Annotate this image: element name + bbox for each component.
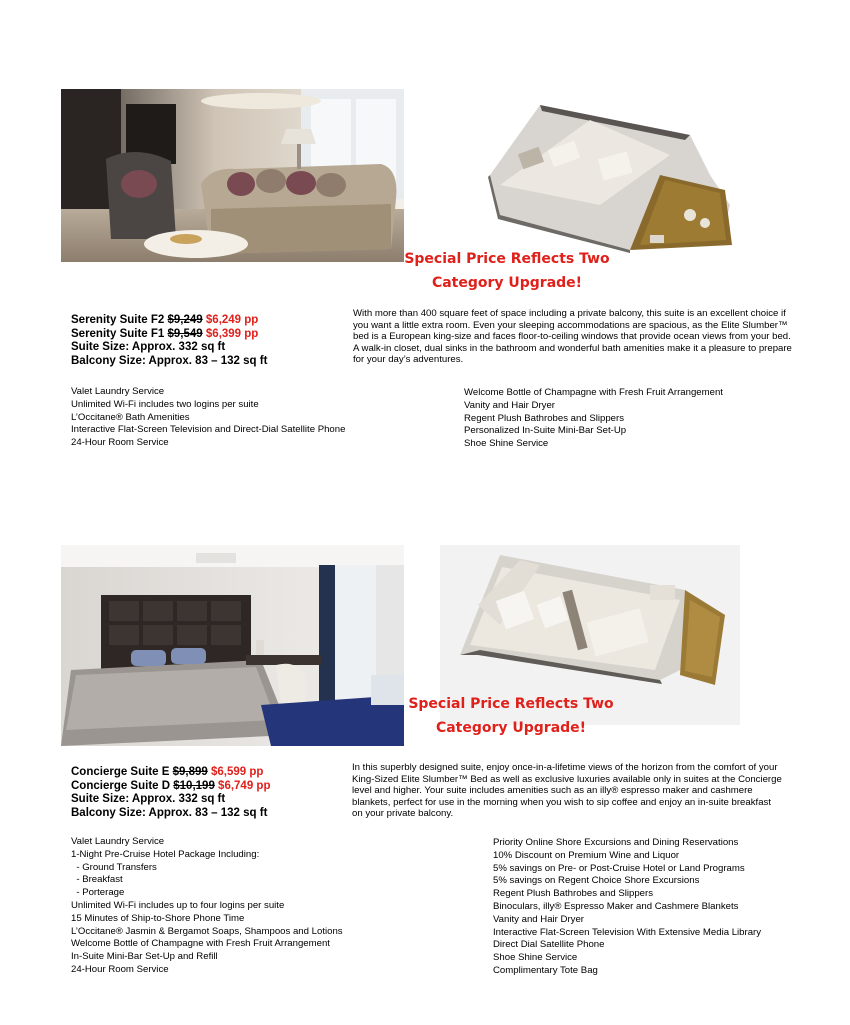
list-item: Welcome Bottle of Champagne with Fresh Fruit Arrangement [71,938,330,950]
list-item: - Breakfast [71,874,123,886]
promo-line-1: Special Price Reflects Two [404,251,610,267]
list-item: Interactive Flat-Screen Television and Direct-Dial Satellite Phone [71,424,346,436]
list-item: 24-Hour Room Service [71,437,169,449]
list-item: Valet Laundry Service [71,386,165,397]
original-price: $9,549 [167,327,203,340]
suite-size: Suite Size: Approx. 332 sq ft [71,793,226,805]
list-item: Welcome Bottle of Champagne with Fresh Fruit Arrangement [464,387,723,398]
list-item: 24-Hour Room Service [71,963,169,975]
list-item: 15 Minutes of Ship-to-Shore Phone Time [71,912,245,924]
list-item: 10% Discount on Premium Wine and Liquor [493,849,680,861]
suite-price-line [71,766,270,780]
list-item: Priority Online Shore Excursions and Dining Reservations [493,837,739,848]
list-item: L’Occitane® Jasmin & Bergamot Soaps, Shampoos and Lotions [71,925,343,937]
list-item: 1-Night Pre-Cruise Hotel Package Including: [71,848,260,860]
suite-price-line [71,314,267,328]
list-item: In-Suite Mini-Bar Set-Up and Refill [71,951,218,963]
list-item: Binoculars, illy® Espresso Maker and Cashmere Blankets [493,900,739,912]
serenity-suite-floor-plan [480,95,742,257]
list-item: 5% savings on Pre- or Post-Cruise Hotel or Land Programs [493,862,745,874]
original-price: $9,899 [172,766,208,778]
list-item: Unlimited Wi-Fi includes two logins per suite [71,398,259,410]
suite-name: Concierge Suite D [71,779,171,792]
list-item: Complimentary Tote Bag [493,964,598,976]
list-item: Regent Plush Bathrobes and Slippers [493,888,653,900]
list-item: Vanity and Hair Dryer [464,399,555,411]
list-item: 5% savings on Regent Choice Shore Excursions [493,875,700,887]
sale-price: $6,599 pp [211,766,264,778]
list-item: Unlimited Wi-Fi includes up to four logins per suite [71,899,285,911]
list-item: Valet Laundry Service [71,836,165,847]
special-price-promo [402,247,612,295]
list-item: - Ground Transfers [71,861,157,873]
serenity-suite-living-room-photo [61,89,404,262]
special-price-promo [406,692,616,740]
original-price: $9,249 [167,314,203,326]
concierge-suite-bedroom-photo [61,545,404,746]
promo-line-2: Category Upgrade! [431,275,583,291]
list-item: L’Occitane® Bath Amenities [71,411,190,423]
original-price: $10,199 [173,779,215,792]
suite-price-line [71,780,270,794]
suite-name: Serenity Suite F2 [71,314,165,326]
suite-pricing-block [71,766,270,820]
list-item: Shoe Shine Service [464,438,549,450]
suite-name: Concierge Suite E [71,766,170,778]
amenities-list-right [464,387,723,451]
suite-name: Serenity Suite F1 [71,327,165,340]
promo-line-1: Special Price Reflects Two [408,696,614,712]
list-item: Vanity and Hair Dryer [493,913,584,925]
list-item: Shoe Shine Service [493,952,578,964]
amenities-list-left [71,836,343,977]
list-item: Personalized In-Suite Mini-Bar Set-Up [464,425,627,437]
balcony-size: Balcony Size: Approx. 83 – 132 sq ft [71,354,268,367]
amenities-list-right [493,837,761,978]
balcony-size: Balcony Size: Approx. 83 – 132 sq ft [71,806,268,819]
sale-price: $6,249 pp [205,314,259,326]
list-item: - Porterage [71,887,125,899]
list-item: Interactive Flat-Screen Television With Extensive Media Library [493,926,762,938]
amenities-list-left [71,386,345,450]
suite-description: In this superbly designed suite, enjoy once-in-a-lifetime views of the horizon from the comfort of your King-Sized Elite Slumber™ Bed as well as exclusive luxuries available only in suites at the Concierge level and higher. Your suite includes amenities such as an illy® espresso maker and cashmere blankets, perfect for use in the morning when you wish to sip coffee and enjoy an in-suite breakfast on your private balcony. [352,762,782,819]
suite-pricing-block [71,314,267,368]
suite-price-line [71,328,267,342]
sale-price: $6,399 pp [205,327,259,340]
suite-description: With more than 400 square feet of space including a private balcony, this suite is an excellent choice if you want a little extra room. Even your sleeping accommodations are spacious, as the Elite Slumber™ bed is a European king-size and faces floor-to-ceiling windows that provide ocean views from your bed. A walk-in closet, dual sinks in the bathroom and wonderful bath amenities make it a pleasure to prepare for your day’s adventures. [353,308,792,365]
list-item: Regent Plush Bathrobes and Slippers [464,412,624,424]
sale-price: $6,749 pp [218,779,271,792]
suite-size: Suite Size: Approx. 332 sq ft [71,341,226,353]
list-item: Direct Dial Satellite Phone [493,939,605,951]
promo-line-2: Category Upgrade! [435,720,587,736]
